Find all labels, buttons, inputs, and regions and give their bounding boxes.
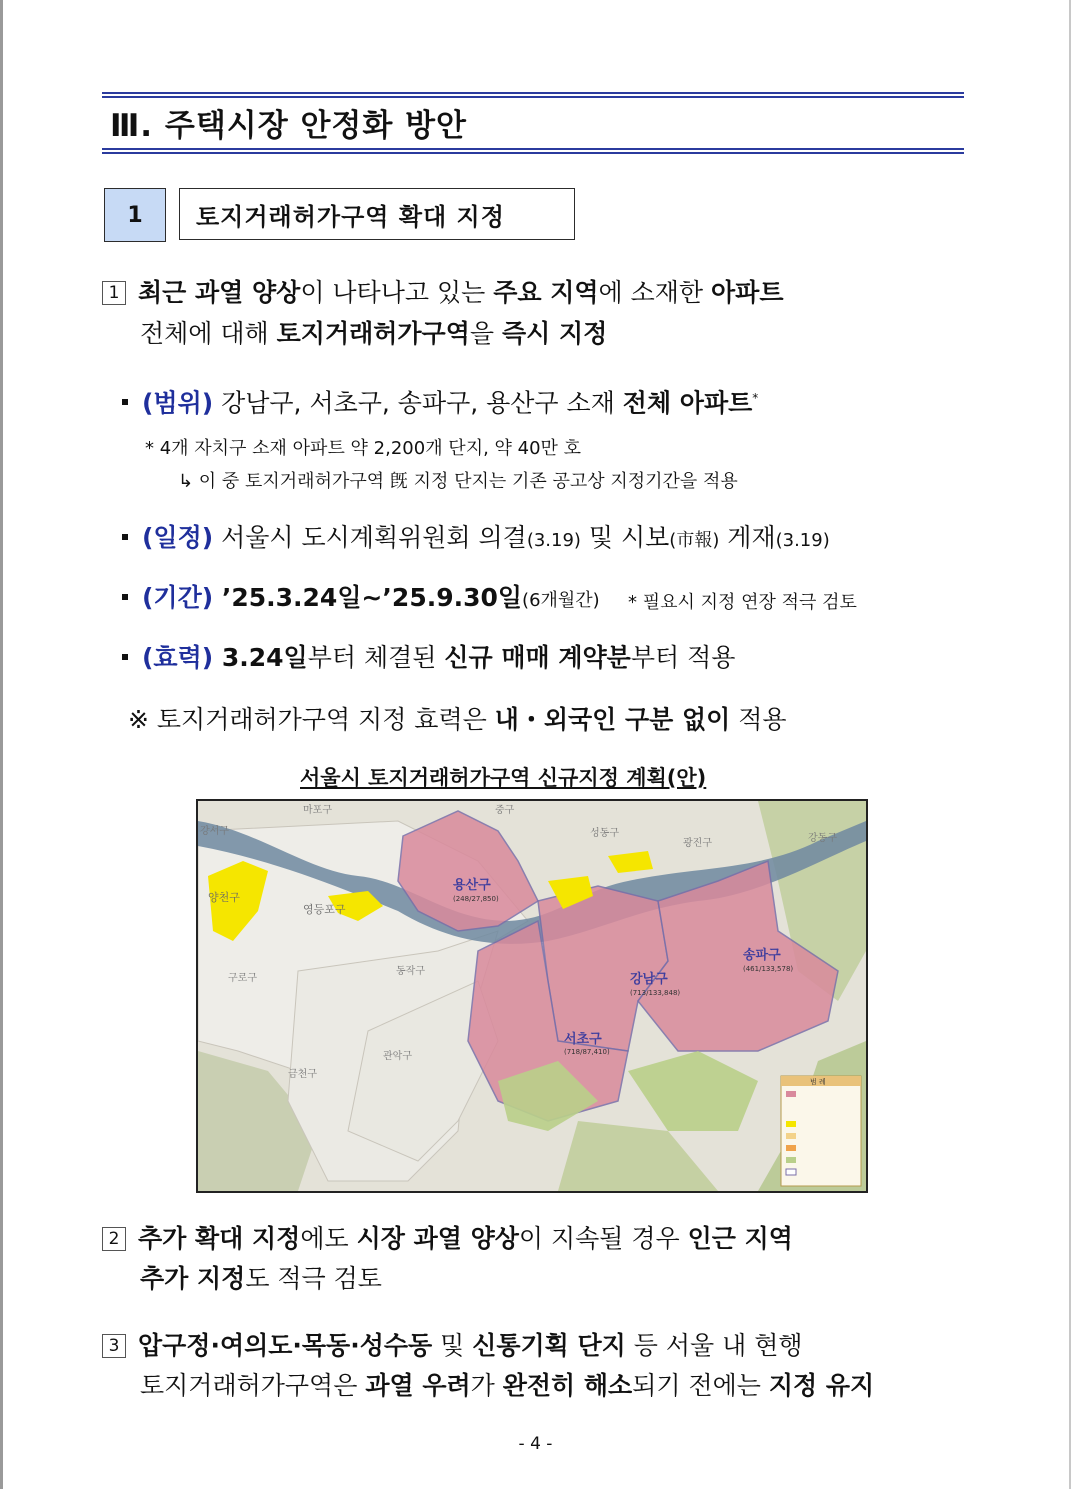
- map-label-yeongdeungpo: 영등포구: [303, 903, 346, 916]
- heading-title-box: 토지거래허가구역 확대 지정: [179, 188, 575, 240]
- map-label-seongdong: 성동구: [590, 828, 619, 839]
- map-label-gangnam-sub: (713/133,848): [630, 989, 681, 997]
- map-label-dongjak: 동작구: [396, 966, 425, 977]
- map-label-songpa-sub: (461/133,578): [743, 965, 794, 973]
- map-label-guro: 구로구: [228, 973, 257, 984]
- map-label-gangdong: 강동구: [808, 833, 837, 844]
- seoul-map: [196, 799, 868, 1193]
- map-label-yongsan: 용산구: [453, 878, 491, 893]
- bullet-square: [122, 594, 128, 600]
- map-label-gangnam: 강남구: [630, 972, 668, 987]
- map-label-yangcheon: 양천구: [208, 891, 240, 904]
- map-title: 서울시 토지거래허가구역 신규지정 계획(안): [300, 766, 707, 790]
- map-label-seocho: 서초구: [564, 1032, 602, 1047]
- map-legend: [781, 1076, 861, 1186]
- page-number: - 4 -: [518, 1434, 553, 1454]
- page-edge-left: [0, 0, 3, 1489]
- section-rule-bottom: [102, 148, 964, 154]
- map-label-mapo: 마포구: [303, 805, 332, 816]
- map-label-gangseo: 강서구: [200, 826, 229, 837]
- map-label-yongsan-sub: (248/27,850): [453, 895, 499, 903]
- item2-line2: 추가 지정도 적극 검토: [140, 1264, 382, 1293]
- map-label-gwanak: 관악구: [383, 1051, 412, 1062]
- bullet-period: (기간) ’25.3.24일∼’25.9.30일(6개월간): [122, 578, 600, 621]
- map-label-songpa: 송파구: [743, 948, 781, 963]
- bullet-schedule: (일정) 서울시 도시계획위원회 의결(3.19) 및 시보(市報) 게재(3.19): [122, 518, 830, 561]
- map-label-seocho-sub: (718/87,410): [564, 1048, 610, 1056]
- section-title: Ⅲ. 주택시장 안정화 방안: [110, 108, 467, 144]
- map-label-gwangjin: 광진구: [683, 838, 712, 849]
- scope-note-2: ↳ 이 중 토지거래허가구역 旣 지정 단지는 기존 공고상 지정기간을 적용: [178, 471, 738, 492]
- bullet-scope: (범위) 강남구, 서초구, 송파구, 용산구 소재 전체 아파트*: [122, 378, 758, 423]
- bullet-square: [122, 654, 128, 660]
- period-note: * 필요시 지정 연장 적극 검토: [628, 592, 857, 613]
- item3-line2: 토지거래허가구역은 과열 우려가 완전히 해소되기 전에는 지정 유지: [140, 1371, 875, 1400]
- item2-number: 2: [102, 1227, 126, 1251]
- heading-number-box: 1: [104, 188, 166, 242]
- bullet-square: [122, 399, 128, 405]
- scope-note-1: * 4개 자치구 소재 아파트 약 2,200개 단지, 약 40만 호: [145, 438, 582, 459]
- legend-title: 범 례: [810, 1078, 826, 1086]
- section-rule-top: [102, 92, 964, 98]
- map-label-junggu: 중구: [495, 805, 515, 816]
- bullet-square: [122, 534, 128, 540]
- item2-line1: 2 추가 확대 지정에도 시장 과열 양상이 지속될 경우 인근 지역: [102, 1219, 793, 1259]
- reference-note: ※ 토지거래허가구역 지정 효력은 내・외국인 구분 없이 적용: [128, 705, 787, 734]
- item1-number: 1: [102, 281, 126, 305]
- item1-line2: 전체에 대해 토지거래허가구역을 즉시 지정: [140, 319, 608, 348]
- bullet-effect: (효력) 3.24일부터 체결된 신규 매매 계약분부터 적용: [122, 638, 735, 678]
- item3-line1: 3 압구정·여의도·목동·성수동 및 신통기획 단지 등 서울 내 현행: [102, 1326, 803, 1366]
- map-label-geumcheon: 금천구: [288, 1069, 317, 1080]
- item3-number: 3: [102, 1334, 126, 1358]
- item1-line1: 1 최근 과열 양상이 나타나고 있는 주요 지역에 소재한 아파트: [102, 273, 783, 313]
